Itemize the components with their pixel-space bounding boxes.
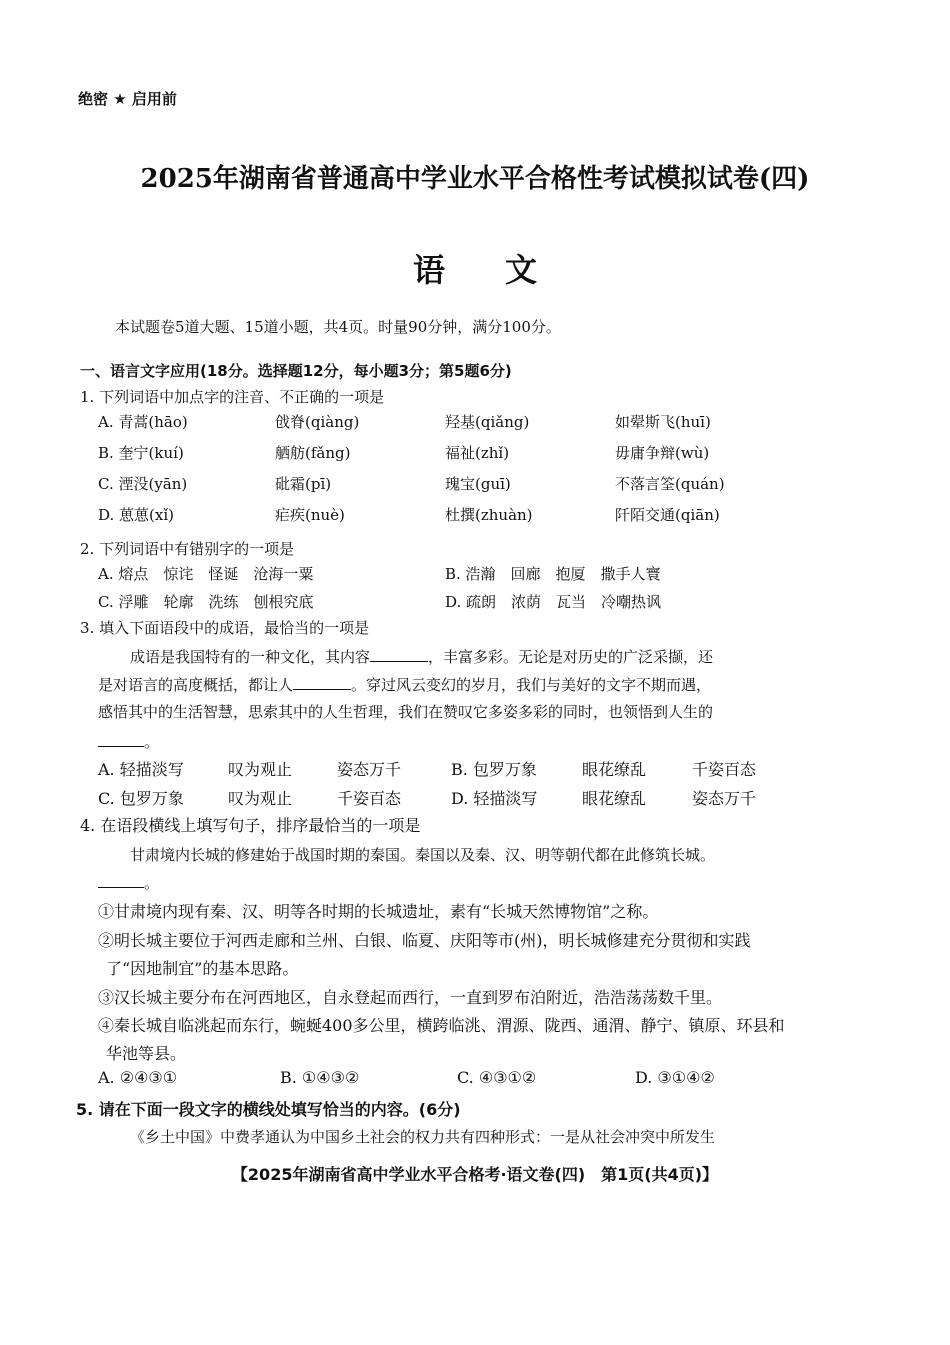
question-4-stem: 4. 在语段横线上填写句子，排序最恰当的一项是: [80, 816, 421, 835]
q1-option: 杜撰(zhuàn): [445, 506, 533, 524]
q4-sentence-1: ①甘肃境内现有秦、汉、明等各时期的长城遗址，素有“长城天然博物馆”之称。: [98, 902, 659, 921]
answer-blank: [98, 875, 144, 888]
q1-option: 阡陌交通(qiān): [615, 506, 720, 524]
confidential-label: 绝密 ★ 启用前: [78, 90, 177, 108]
q3-option: 眼花缭乱: [582, 760, 647, 779]
q4-sentence-4-cont: 华池等县。: [106, 1044, 187, 1063]
q1-option: D. 葸葸(xǐ): [98, 506, 174, 524]
q3-option: D. 轻描淡写: [451, 789, 538, 808]
exam-title: 2025年湖南省普通高中学业水平合格性考试模拟试卷(四): [140, 164, 810, 194]
q4-option: A. ②④③①: [98, 1068, 178, 1087]
q1-option: 瑰宝(guī): [445, 475, 511, 493]
q3-option: 姿态万千: [692, 789, 757, 808]
q1-option: A. 青蒿(hāo): [98, 413, 188, 431]
q3-option: 叹为观止: [228, 760, 293, 779]
question-3-stem: 3. 填入下面语段中的成语，最恰当的一项是: [80, 619, 370, 637]
q4-passage: 甘肃境内长城的修建始于战国时期的秦国。秦国以及秦、汉、明等朝代都在此修筑长城。: [130, 846, 716, 864]
q3-passage-line: [98, 674, 711, 695]
q3-text: 成语是我国特有的一种文化，其内容: [130, 648, 371, 666]
q4-text: 。: [144, 874, 160, 892]
q3-passage-line: [98, 731, 159, 752]
q3-passage-line: 感悟其中的生活智慧，思索其中的人生哲理，我们在赞叹它多姿多彩的同时，也领悟到人生的: [98, 703, 714, 721]
answer-blank: [98, 734, 144, 747]
q4-sentence-2-cont: 了“因地制宜”的基本思路。: [106, 959, 299, 978]
q1-option: B. 奎宁(kuí): [98, 444, 184, 462]
question-5-stem: 5. 请在下面一段文字的横线处填写恰当的内容。(6分): [76, 1100, 461, 1119]
q1-option: 砒霜(pī): [275, 475, 332, 493]
q3-text: 是对语言的高度概括，都让人: [98, 676, 294, 694]
q1-option: 福祉(zhǐ): [445, 444, 510, 462]
q1-option: 疟疾(nuè): [275, 506, 345, 524]
answer-blank: [293, 677, 351, 690]
q2-option: C. 浮雕 轮廓 洗练 刨根究底: [98, 593, 314, 611]
answer-blank: [370, 649, 428, 662]
q3-text: ，丰富多彩。无论是对历史的广泛采撷，还: [428, 648, 714, 666]
q2-option: A. 熔点 惊诧 怪诞 沧海一粟: [98, 565, 314, 583]
section-heading: 一、语言文字应用(18分。选择题12分，每小题3分；第5题6分): [80, 362, 512, 380]
q1-option: C. 湮没(yān): [98, 475, 188, 493]
q4-option: D. ③①④②: [635, 1068, 715, 1087]
q3-option: 眼花缭乱: [582, 789, 647, 808]
q1-option: 不落言筌(quán): [615, 475, 725, 493]
q1-option: 羟基(qiǎng): [445, 413, 530, 431]
q1-option: 毋庸争辩(wù): [615, 444, 710, 462]
q4-sentence-3: ③汉长城主要分布在河西地区，自永登起而西行，一直到罗布泊附近，浩浩荡荡数千里。: [98, 988, 723, 1007]
exam-instructions: 本试题卷5道大题、15道小题，共4页。时量90分钟，满分100分。: [115, 318, 561, 336]
q2-option: B. 浩瀚 回廊 抱厦 撒手人寰: [445, 565, 661, 583]
q2-option: D. 疏朗 浓荫 瓦当 冷嘲热讽: [445, 593, 662, 611]
q3-text: 。穿过风云变幻的岁月，我们与美好的文字不期而遇，: [351, 676, 712, 694]
question-1-stem: 1. 下列词语中加点字的注音、不正确的一项是: [80, 388, 385, 406]
q3-option: 千姿百态: [692, 760, 757, 779]
page-footer: 【2025年湖南省高中学业水平合格考·语文卷(四) 第1页(共4页)】: [231, 1165, 719, 1184]
q1-option: 戗脊(qiàng): [275, 413, 360, 431]
q3-option: B. 包罗万象: [451, 760, 537, 779]
q4-sentence-4: ④秦长城自临洮起而东行，蜿蜒400多公里，横跨临洮、渭源、陇西、通渭、静宁、镇原、环县和: [98, 1016, 785, 1035]
q3-option: C. 包罗万象: [98, 789, 184, 808]
q1-option: 如翚斯飞(huī): [615, 413, 711, 431]
q4-blank-line: [98, 872, 159, 893]
q1-option: 舾舫(fǎng): [275, 444, 351, 462]
subject-title: 语文: [412, 251, 597, 289]
q4-option: B. ①④③②: [280, 1068, 360, 1087]
q3-option: 姿态万千: [337, 760, 402, 779]
q3-option: A. 轻描淡写: [98, 760, 184, 779]
q4-option: C. ④③①②: [457, 1068, 537, 1087]
q4-sentence-2: ②明长城主要位于河西走廊和兰州、白银、临夏、庆阳等市(州)，明长城修建充分贯彻和实践: [98, 931, 751, 950]
question-2-stem: 2. 下列词语中有错别字的一项是: [80, 540, 295, 558]
q3-text: 。: [144, 733, 160, 751]
q3-passage-line: [130, 646, 713, 667]
q3-option: 千姿百态: [337, 789, 402, 808]
q5-passage: 《乡土中国》中费孝通认为中国乡土社会的权力共有四种形式：一是从社会冲突中所发生: [130, 1128, 716, 1146]
q3-option: 叹为观止: [228, 789, 293, 808]
